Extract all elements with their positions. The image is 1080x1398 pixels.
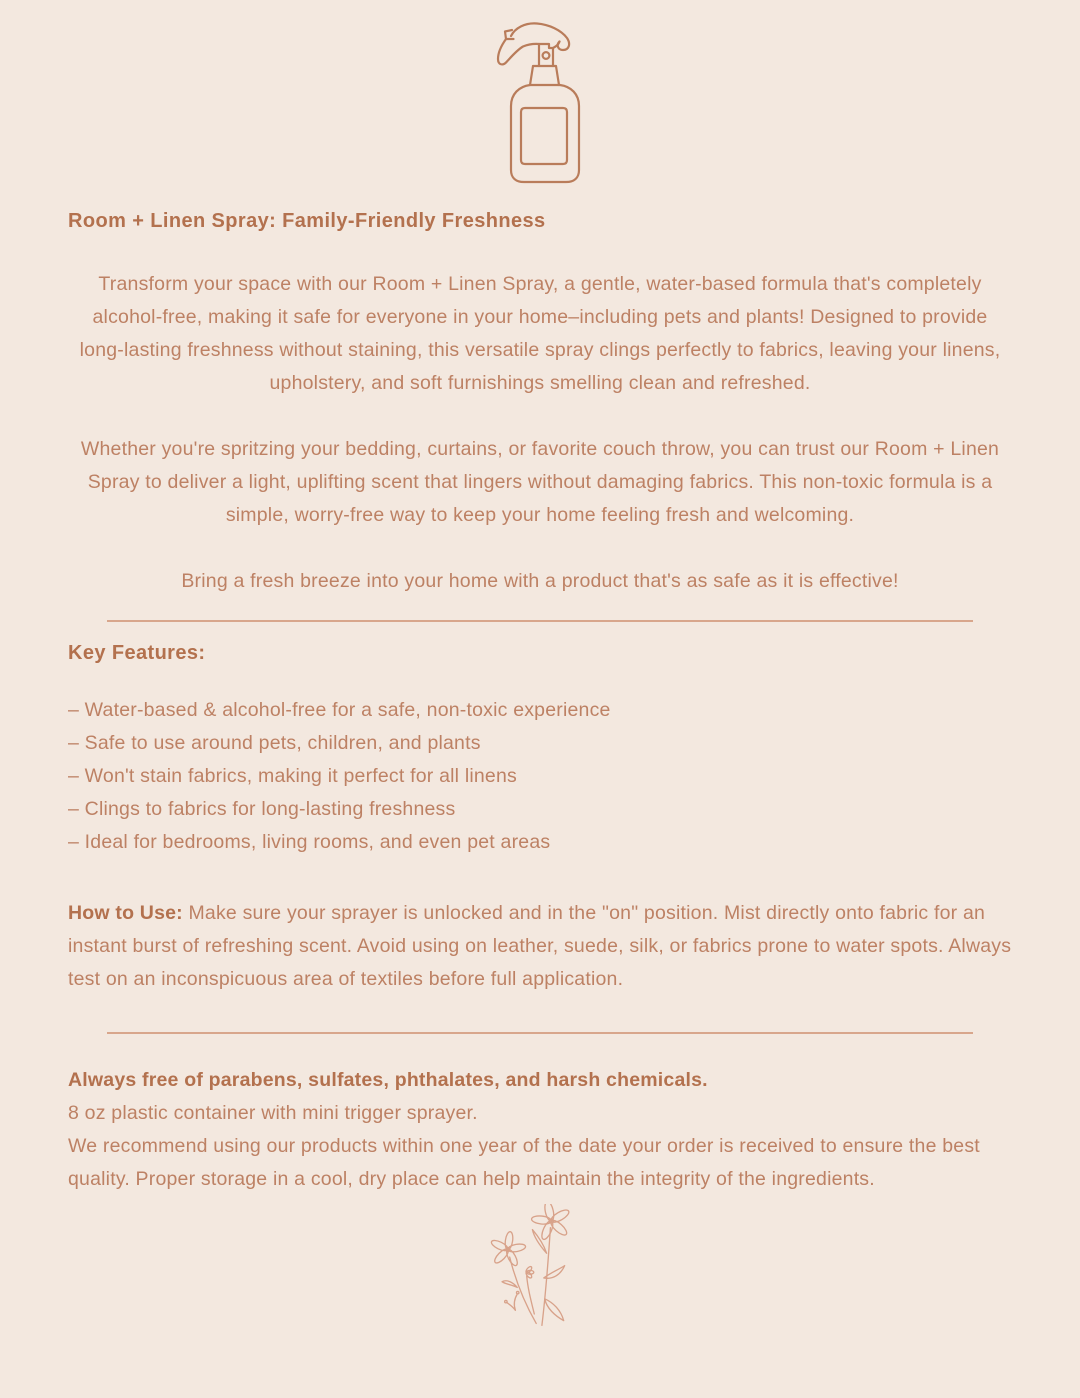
container-size-line: 8 oz plastic container with mini trigger sprayer. xyxy=(68,1102,478,1124)
feature-item: – Ideal for bedrooms, living rooms, and even pet areas xyxy=(68,831,551,853)
section-divider-bottom xyxy=(107,1032,973,1034)
feature-item: – Water-based & alcohol-free for a safe, non-toxic experience xyxy=(68,699,611,721)
key-features-heading: Key Features: xyxy=(68,642,206,664)
page-title: Room + Linen Spray: Family-Friendly Freshness xyxy=(68,210,546,232)
section-divider-top xyxy=(107,620,973,622)
spray-bottle-icon xyxy=(495,22,585,184)
how-to-use-text: Make sure your sprayer is unlocked and in the "on" position. Mist directly onto fabric for an instant burst of refreshing scent. Avoid using on leather, suede, silk, or fabrics prone to water spots. Always test on an inconspicuous area of textiles before full application. xyxy=(68,902,1012,990)
intro-paragraph-2: Whether you're spritzing your bedding, curtains, or favorite couch throw, you can trust our Room + Linen Spray to deliver a light, uplifting scent that lingers without damaging fabrics. This non-toxic formula is a simple, worry-free way to keep your home feeling fresh and welcoming. xyxy=(80,438,1000,526)
how-to-use-paragraph xyxy=(68,897,1012,996)
flower-icon xyxy=(480,1204,600,1332)
storage-recommendation-line: We recommend using our products within one year of the date your order is received to ensure the best quality. Proper storage in a cool, dry place can help maintain the integrity of the ingredients. xyxy=(68,1135,980,1190)
feature-item: – Won't stain fabrics, making it perfect for all linens xyxy=(68,765,517,787)
how-to-use-label: How to Use: xyxy=(68,902,183,924)
product-notes xyxy=(68,1064,1012,1196)
free-of-chemicals-line: Always free of parabens, sulfates, phthalates, and harsh chemicals. xyxy=(68,1069,708,1091)
feature-item: – Safe to use around pets, children, and plants xyxy=(68,732,481,754)
key-features-list xyxy=(68,694,1012,859)
intro-tagline: Bring a fresh breeze into your home with a product that's as safe as it is effective! xyxy=(181,570,899,592)
feature-item: – Clings to fabrics for long-lasting freshness xyxy=(68,798,456,820)
intro-paragraph-1: Transform your space with our Room + Linen Spray, a gentle, water-based formula that's completely alcohol-free, making it safe for everyone in your home–including pets and plants! Designed to provide long-lasting freshness without staining, this versatile spray clings perfectly to fabrics, leaving your linens, upholstery, and soft furnishings smelling clean and refreshed. xyxy=(79,273,1001,394)
